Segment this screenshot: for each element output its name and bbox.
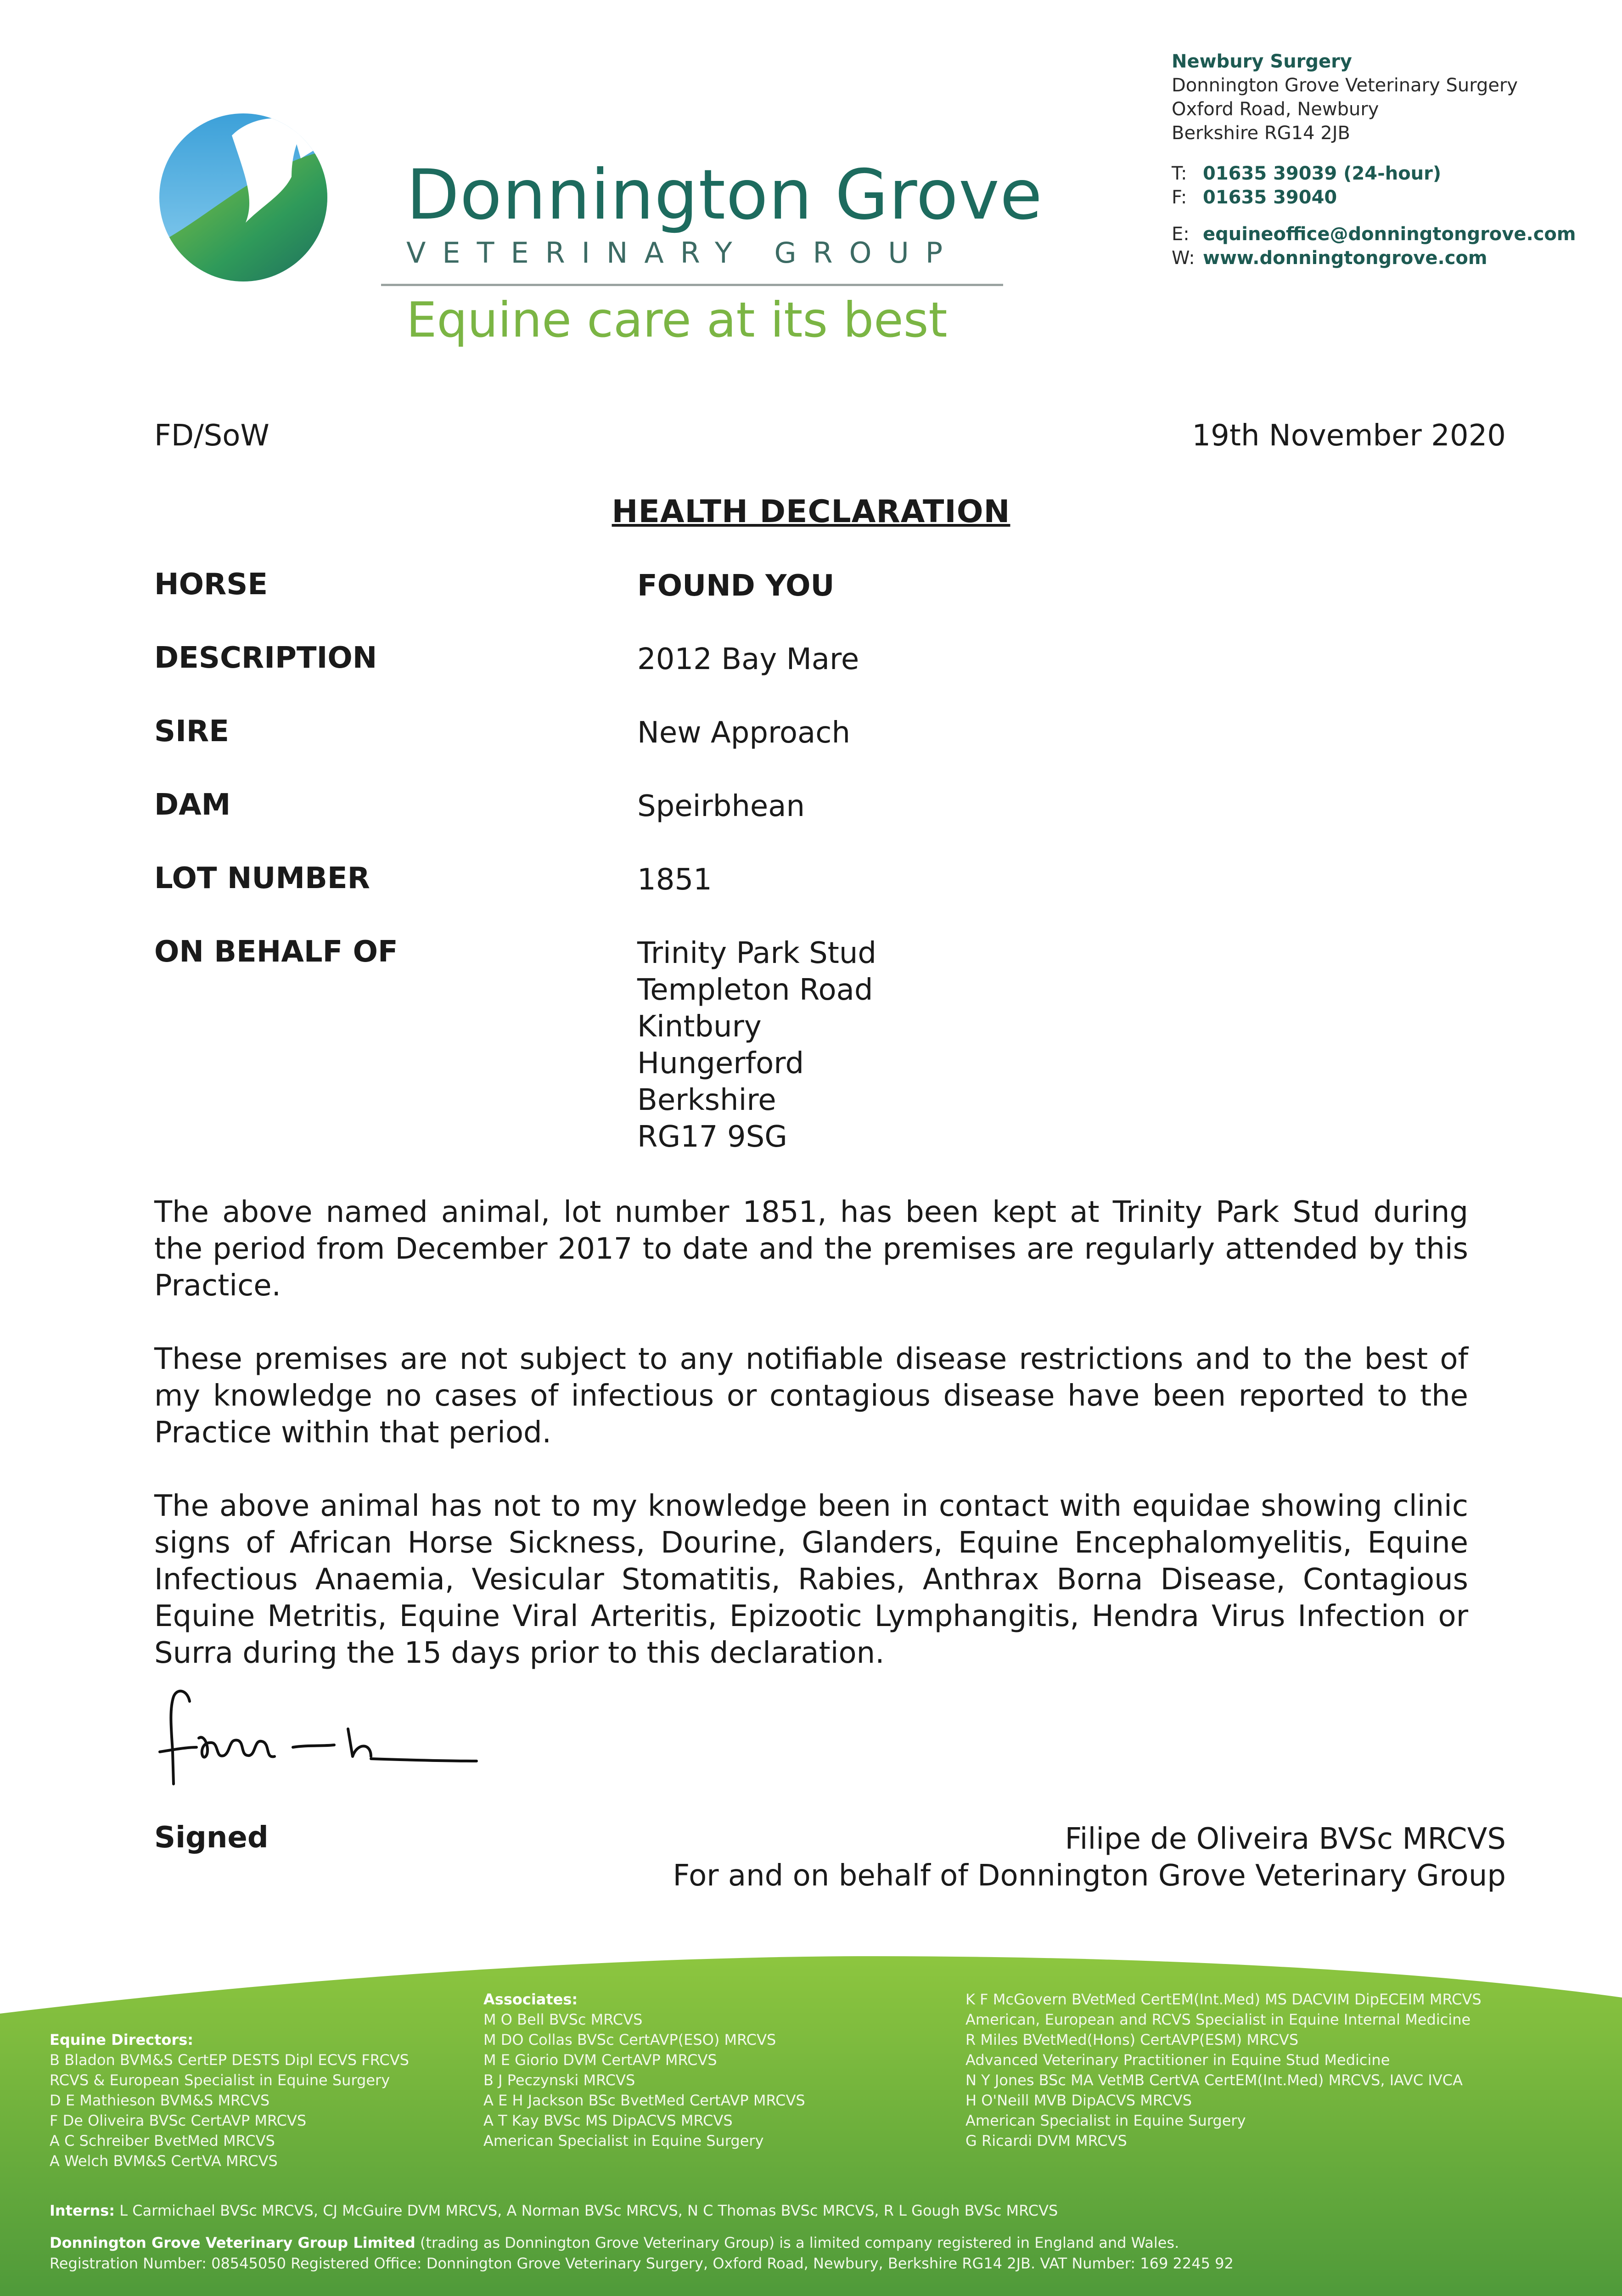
letter-date: 19th November 2020 xyxy=(1192,419,1506,453)
paragraph-contact: The above animal has not to my knowledge been in contact with equidae showing clinic signs of African Horse Sickness, Dourine, Glanders, Equine Encephalomyelitis, Equine Infectious Anaemia, Vesicular Stomatitis, Rabies, Anthrax Borna Disease, Contagious Equine Metritis, Equine Viral Arteritis, Epizootic Lymphangitis, Hendra Virus Infection or Surra during the 15 days prior to this declaration. xyxy=(154,1489,1468,1670)
address-line: Berkshire RG14 2JB xyxy=(1172,123,1350,144)
fax-label: F: xyxy=(1172,187,1187,208)
email-link[interactable]: equineoffice@donningtongrove.com xyxy=(1203,224,1576,245)
directors-list xyxy=(50,2030,409,2171)
paragraph-restrictions: These premises are not subject to any notifiable disease restrictions and to the best of my knowledge no cases of infectious or contagious disease have been reported to the Practice within that period. xyxy=(154,1342,1468,1450)
company-line xyxy=(50,2234,1179,2251)
directors-heading: Equine Directors: xyxy=(50,2031,194,2048)
website xyxy=(1172,246,1576,270)
associate-entry: B J Peczynski MRCVS xyxy=(483,2071,635,2089)
address-line: Berkshire xyxy=(637,1083,776,1117)
field-value: Speirbhean xyxy=(637,789,805,823)
brand-divider xyxy=(381,284,1003,286)
company-text: (trading as Donnington Grove Veterinary Group) is a limited company registered in England and Wales. xyxy=(420,2234,1179,2251)
associate-entry: A E H Jackson BSc BvetMed CertAVP MRCVS xyxy=(483,2092,805,2109)
associate-entry: H O'Neill MVB DipACVS MRCVS xyxy=(965,2092,1192,2109)
associate-entry: A T Kay BVSc MS DipACVS MRCVS xyxy=(483,2112,733,2129)
surgery-name: Newbury Surgery xyxy=(1172,51,1352,72)
associate-entry: K F McGovern BVetMed CertEM(Int.Med) MS DACVIM DipECEIM MRCVS xyxy=(965,1991,1482,2008)
brand-logo xyxy=(154,108,333,287)
address-line: Hungerford xyxy=(637,1047,804,1080)
contact-block xyxy=(1172,50,1576,270)
field-label: HORSE xyxy=(154,568,268,602)
director-entry: B Bladon BVM&S CertEP DESTS Dipl ECVS FRCVS xyxy=(50,2051,409,2069)
field-value xyxy=(637,935,876,1155)
telephone xyxy=(1172,162,1576,186)
associate-entry: Advanced Veterinary Practitioner in Equine Stud Medicine xyxy=(965,2051,1390,2069)
interns-line xyxy=(50,2202,1058,2219)
paragraph-kept-at: The above named animal, lot number 1851, has been kept at Trinity Park Stud during the period from December 2017 to date and the premises are regularly attended by this Practice. xyxy=(154,1195,1468,1303)
footer xyxy=(0,1956,1622,2296)
director-entry: A Welch BVM&S CertVA MRCVS xyxy=(50,2152,278,2170)
email xyxy=(1172,222,1576,246)
associate-entry: G Ricardi DVM MRCVS xyxy=(965,2132,1127,2150)
address-line: Kintbury xyxy=(637,1010,762,1044)
website-label: W: xyxy=(1172,248,1195,269)
field-value: New Approach xyxy=(637,716,850,750)
signer-organisation: For and on behalf of Donnington Grove Veterinary Group xyxy=(673,1859,1506,1893)
associate-entry: American, European and RCVS Specialist in Equine Internal Medicine xyxy=(965,2011,1471,2028)
address-line: Trinity Park Stud xyxy=(637,936,876,970)
company-name: Donnington Grove Veterinary Group Limited xyxy=(50,2234,415,2251)
brand-subtitle: VETERINARY GROUP xyxy=(406,236,960,270)
field-label: DAM xyxy=(154,788,231,822)
director-entry: D E Mathieson BVM&S MRCVS xyxy=(50,2092,270,2109)
associate-entry: R Miles BVetMed(Hons) CertAVP(ESM) MRCVS xyxy=(965,2031,1299,2048)
fax xyxy=(1172,186,1576,209)
field-label: LOT NUMBER xyxy=(154,861,370,895)
document-title: HEALTH DECLARATION xyxy=(612,494,1010,530)
fax-number: 01635 39040 xyxy=(1203,187,1337,208)
website-link[interactable]: www.donningtongrove.com xyxy=(1203,248,1487,269)
director-entry: F De Oliveira BVSc CertAVP MRCVS xyxy=(50,2112,307,2129)
brand-tagline: Equine care at its best xyxy=(406,292,948,348)
field-value: 1851 xyxy=(637,863,712,897)
associates-list xyxy=(483,1989,805,2151)
field-label: ON BEHALF OF xyxy=(154,935,398,969)
associates-list-2 xyxy=(965,1989,1482,2151)
field-label: DESCRIPTION xyxy=(154,641,377,675)
reference: FD/SoW xyxy=(154,419,269,453)
associate-entry: American Specialist in Equine Surgery xyxy=(483,2132,764,2150)
brand-name: Donnington Grove xyxy=(406,155,1043,235)
signed-label: Signed xyxy=(154,1821,269,1855)
interns-list: L Carmichael BVSc MRCVS, CJ McGuire DVM MRCVS, A Norman BVSc MRCVS, N C Thomas BVSc MRCVS, R L Gough BVSc MRCVS xyxy=(119,2202,1058,2219)
director-entry: RCVS & European Specialist in Equine Surgery xyxy=(50,2071,390,2089)
field-value: FOUND YOU xyxy=(637,569,835,603)
signer-name: Filipe de Oliveira BVSc MRCVS xyxy=(1065,1822,1506,1856)
associate-entry: M DO Collas BVSc CertAVP(ESO) MRCVS xyxy=(483,2031,776,2048)
associates-heading: Associates: xyxy=(483,1991,578,2008)
signer-block xyxy=(673,1821,1506,1894)
field-label: SIRE xyxy=(154,715,229,748)
address-line: Oxford Road, Newbury xyxy=(1172,99,1379,120)
associate-entry: American Specialist in Equine Surgery xyxy=(965,2112,1246,2129)
telephone-label: T: xyxy=(1172,163,1187,184)
field-value: 2012 Bay Mare xyxy=(637,642,859,676)
interns-label: Interns: xyxy=(50,2202,115,2219)
telephone-number[interactable]: 01635 39039 (24-hour) xyxy=(1203,163,1442,184)
address-line: Donnington Grove Veterinary Surgery xyxy=(1172,75,1518,96)
associate-entry: M O Bell BVSc MRCVS xyxy=(483,2011,643,2028)
registration-line: Registration Number: 08545050 Registered Office: Donnington Grove Veterinary Surgery, Oxford Road, Newbury, Berkshire RG14 2JB. VAT Number: 169 2245 92 xyxy=(50,2255,1234,2272)
address-line: Templeton Road xyxy=(637,973,873,1007)
director-entry: A C Schreiber BvetMed MRCVS xyxy=(50,2132,275,2150)
email-label: E: xyxy=(1172,224,1190,245)
address-line: RG17 9SG xyxy=(637,1120,787,1154)
associate-entry: M E Giorio DVM CertAVP MRCVS xyxy=(483,2051,717,2069)
signature xyxy=(155,1683,486,1789)
associate-entry: N Y Jones BSc MA VetMB CertVA CertEM(Int.Med) MRCVS, IAVC IVCA xyxy=(965,2071,1463,2089)
